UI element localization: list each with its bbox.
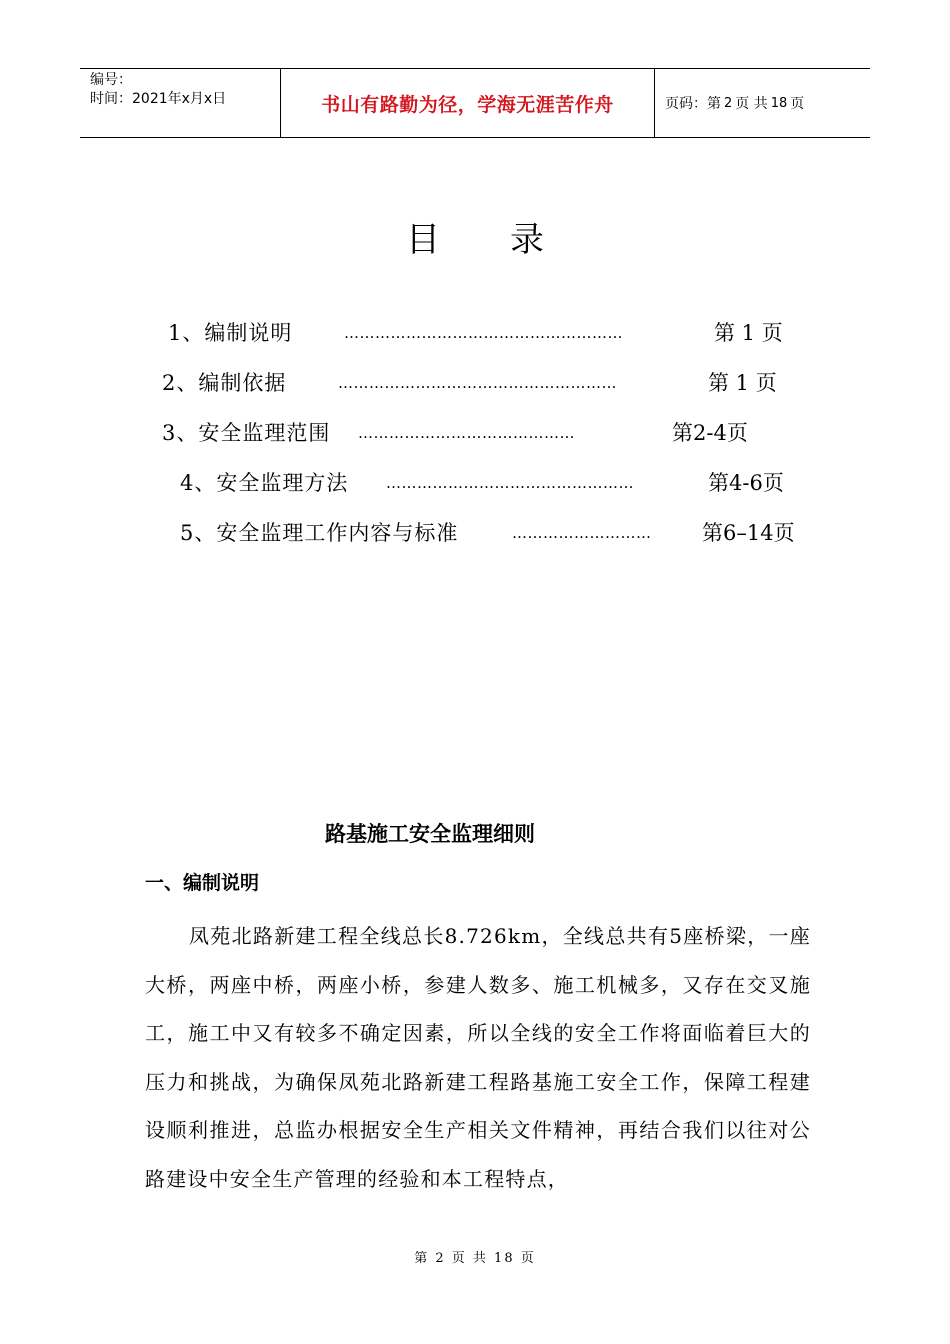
toc-item-dots: ……………………………………………… xyxy=(344,324,623,342)
toc-item-label: 2、编制依据 xyxy=(162,371,287,395)
toc-item[interactable] xyxy=(168,318,788,348)
toc-item[interactable] xyxy=(162,368,782,398)
header-page-prefix: 页码：第 xyxy=(665,96,721,112)
header-page-mid: 页 共 xyxy=(735,96,768,112)
toc-item-label: 1、编制说明 xyxy=(168,321,293,345)
header-page-total: 18 xyxy=(770,95,788,111)
header-motto: 书山有路勤为径，学海无涯苦作舟 xyxy=(281,69,655,137)
document-title: 路基施工安全监理细则 xyxy=(325,822,535,846)
toc-item-page: 第 1 页 xyxy=(708,371,777,395)
section-heading: 一、编制说明 xyxy=(145,872,260,894)
header-meta xyxy=(80,69,281,137)
toc-item-label: 3、安全监理范围 xyxy=(162,421,331,445)
body-paragraph: 凤苑北路新建工程全线总长8.726km，全线总共有5座桥梁，一座大桥，两座中桥，两座小桥，参建人数多、施工机械多，又存在交叉施工，施工中又有较多不确定因素，所以全线的安全工作将面临着巨大的压力和挑战，为确保凤苑北路新建工程路基施工安全工作，保障工程建设顺利推进，总监办根据安全生产相关文件精神，再结合我们以往对公路建设中安全生产管理的经验和本工程特点， xyxy=(145,924,811,1191)
toc-item-page: 第2-4页 xyxy=(672,421,748,445)
toc-item-dots: ……………………… xyxy=(512,524,652,542)
header-page-info xyxy=(655,69,870,137)
toc-item[interactable] xyxy=(162,418,782,448)
page-footer: 第 2 页 共 18 页 xyxy=(414,1251,536,1266)
toc-item[interactable] xyxy=(180,468,800,498)
header-time-label: 时间：2021年x月x日 xyxy=(90,91,227,107)
toc-item-dots: ……………………………………………… xyxy=(338,374,617,392)
header-page-suffix: 页 xyxy=(790,96,805,112)
toc-item-dots: ………………………………………… xyxy=(386,474,634,492)
header-page-current: 2 xyxy=(724,95,733,111)
toc-item-label: 5、安全监理工作内容与标准 xyxy=(180,521,459,545)
toc-title: 目录 xyxy=(406,220,614,260)
toc-item-label: 4、安全监理方法 xyxy=(180,471,349,495)
toc-item-page: 第4-6页 xyxy=(708,471,784,495)
toc-item-page: 第 1 页 xyxy=(714,321,783,345)
toc-item[interactable] xyxy=(180,518,810,548)
toc-item-page: 第6–14页 xyxy=(702,521,795,545)
page-header xyxy=(80,68,870,138)
toc-item-dots: …………………………………… xyxy=(358,424,575,442)
header-number-label: 编号： xyxy=(90,72,132,88)
